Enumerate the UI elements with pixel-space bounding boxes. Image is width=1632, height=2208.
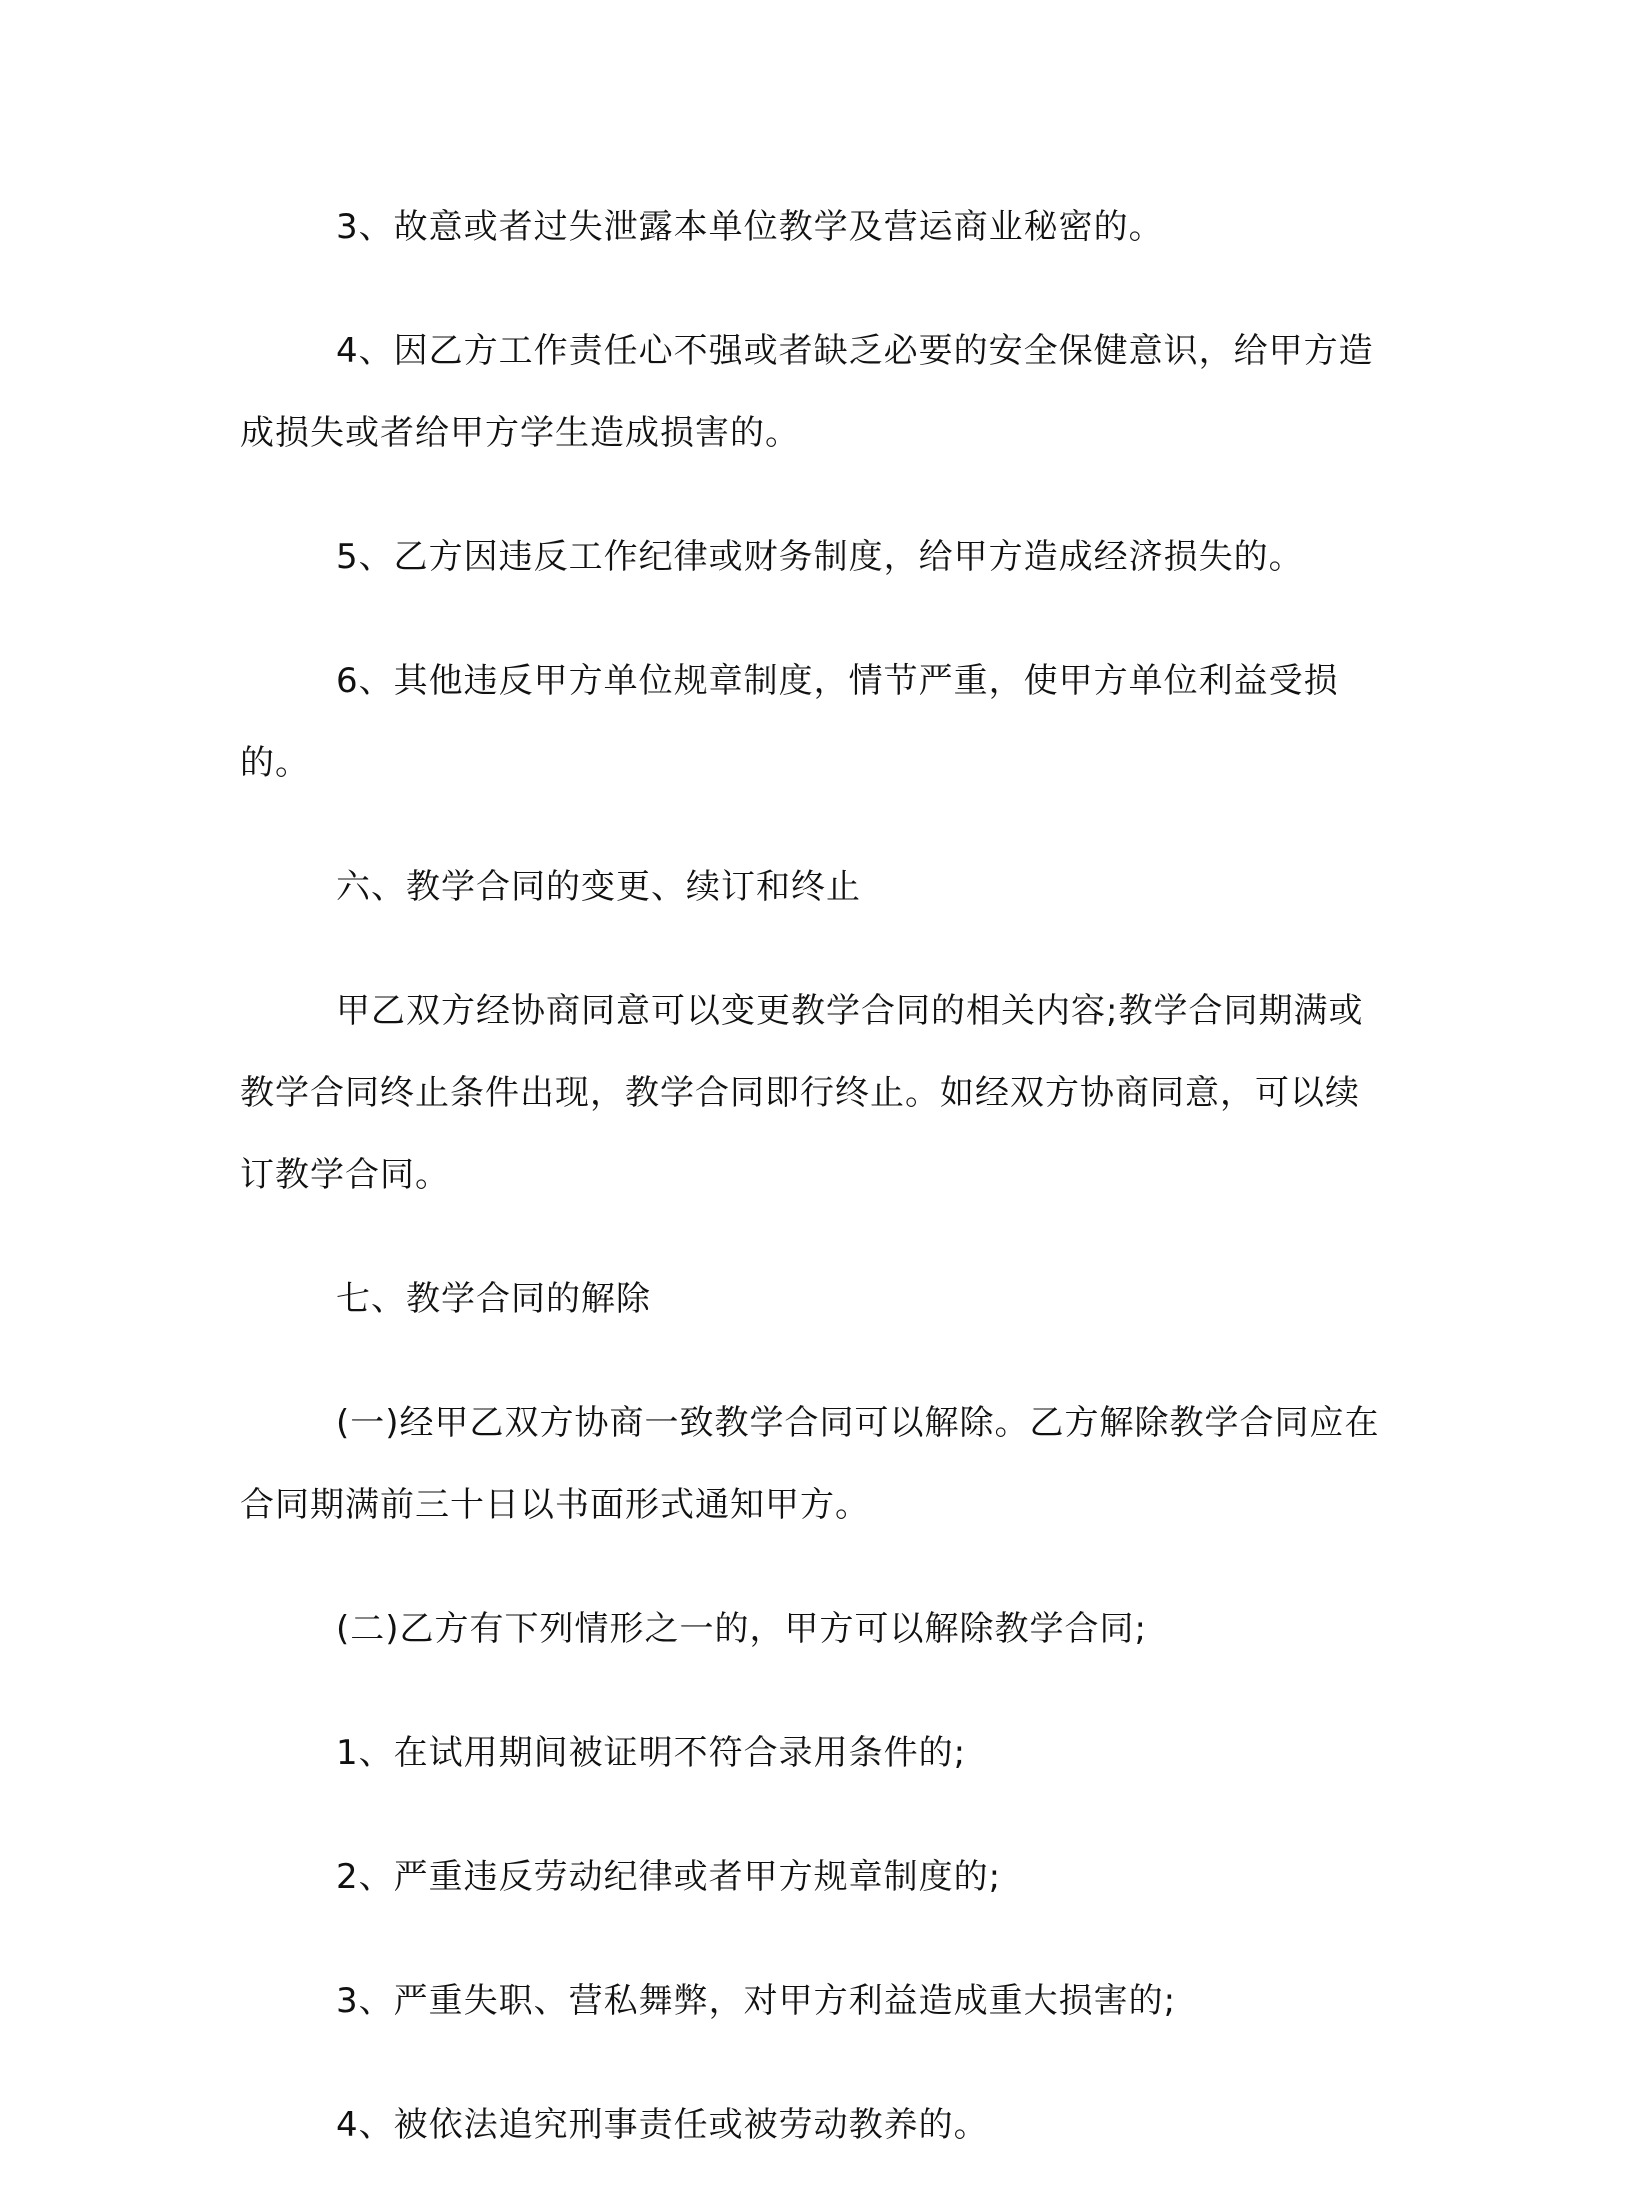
termination-clause-3: 3、严重失职、营私舞弊，对甲方利益造成重大损害的; bbox=[336, 1981, 1177, 2021]
section-7-heading: 七、教学合同的解除 bbox=[336, 1279, 651, 1319]
termination-clause-2: 2、严重违反劳动纪律或者甲方规章制度的; bbox=[336, 1857, 1002, 1897]
termination-clause-4: 4、被依法追究刑事责任或被劳动教养的。 bbox=[336, 2105, 989, 2145]
section-7-item-2: (二)乙方有下列情形之一的，甲方可以解除教学合同; bbox=[336, 1609, 1147, 1649]
document-body bbox=[240, 186, 1380, 2208]
clause-5-discipline: 5、乙方因违反工作纪律或财务制度，给甲方造成经济损失的。 bbox=[336, 537, 1304, 577]
section-6-heading: 六、教学合同的变更、续订和终止 bbox=[336, 867, 861, 907]
section-6-body: 甲乙双方经协商同意可以变更教学合同的相关内容;教学合同期满或教学合同终止条件出现，教学合同即行终止。如经双方协商同意，可以续订教学合同。 bbox=[240, 991, 1364, 1195]
section-7-item-1: (一)经甲乙双方协商一致教学合同可以解除。乙方解除教学合同应在合同期满前三十日以书面形式通知甲方。 bbox=[240, 1403, 1380, 1525]
clause-4-responsibility: 4、因乙方工作责任心不强或者缺乏必要的安全保健意识，给甲方造成损失或者给甲方学生造成损害的。 bbox=[240, 331, 1374, 453]
clause-6-other-violations: 6、其他违反甲方单位规章制度，情节严重，使甲方单位利益受损的。 bbox=[240, 661, 1339, 783]
termination-clause-1: 1、在试用期间被证明不符合录用条件的; bbox=[336, 1733, 967, 1773]
clause-3-confidentiality: 3、故意或者过失泄露本单位教学及营运商业秘密的。 bbox=[336, 207, 1164, 247]
